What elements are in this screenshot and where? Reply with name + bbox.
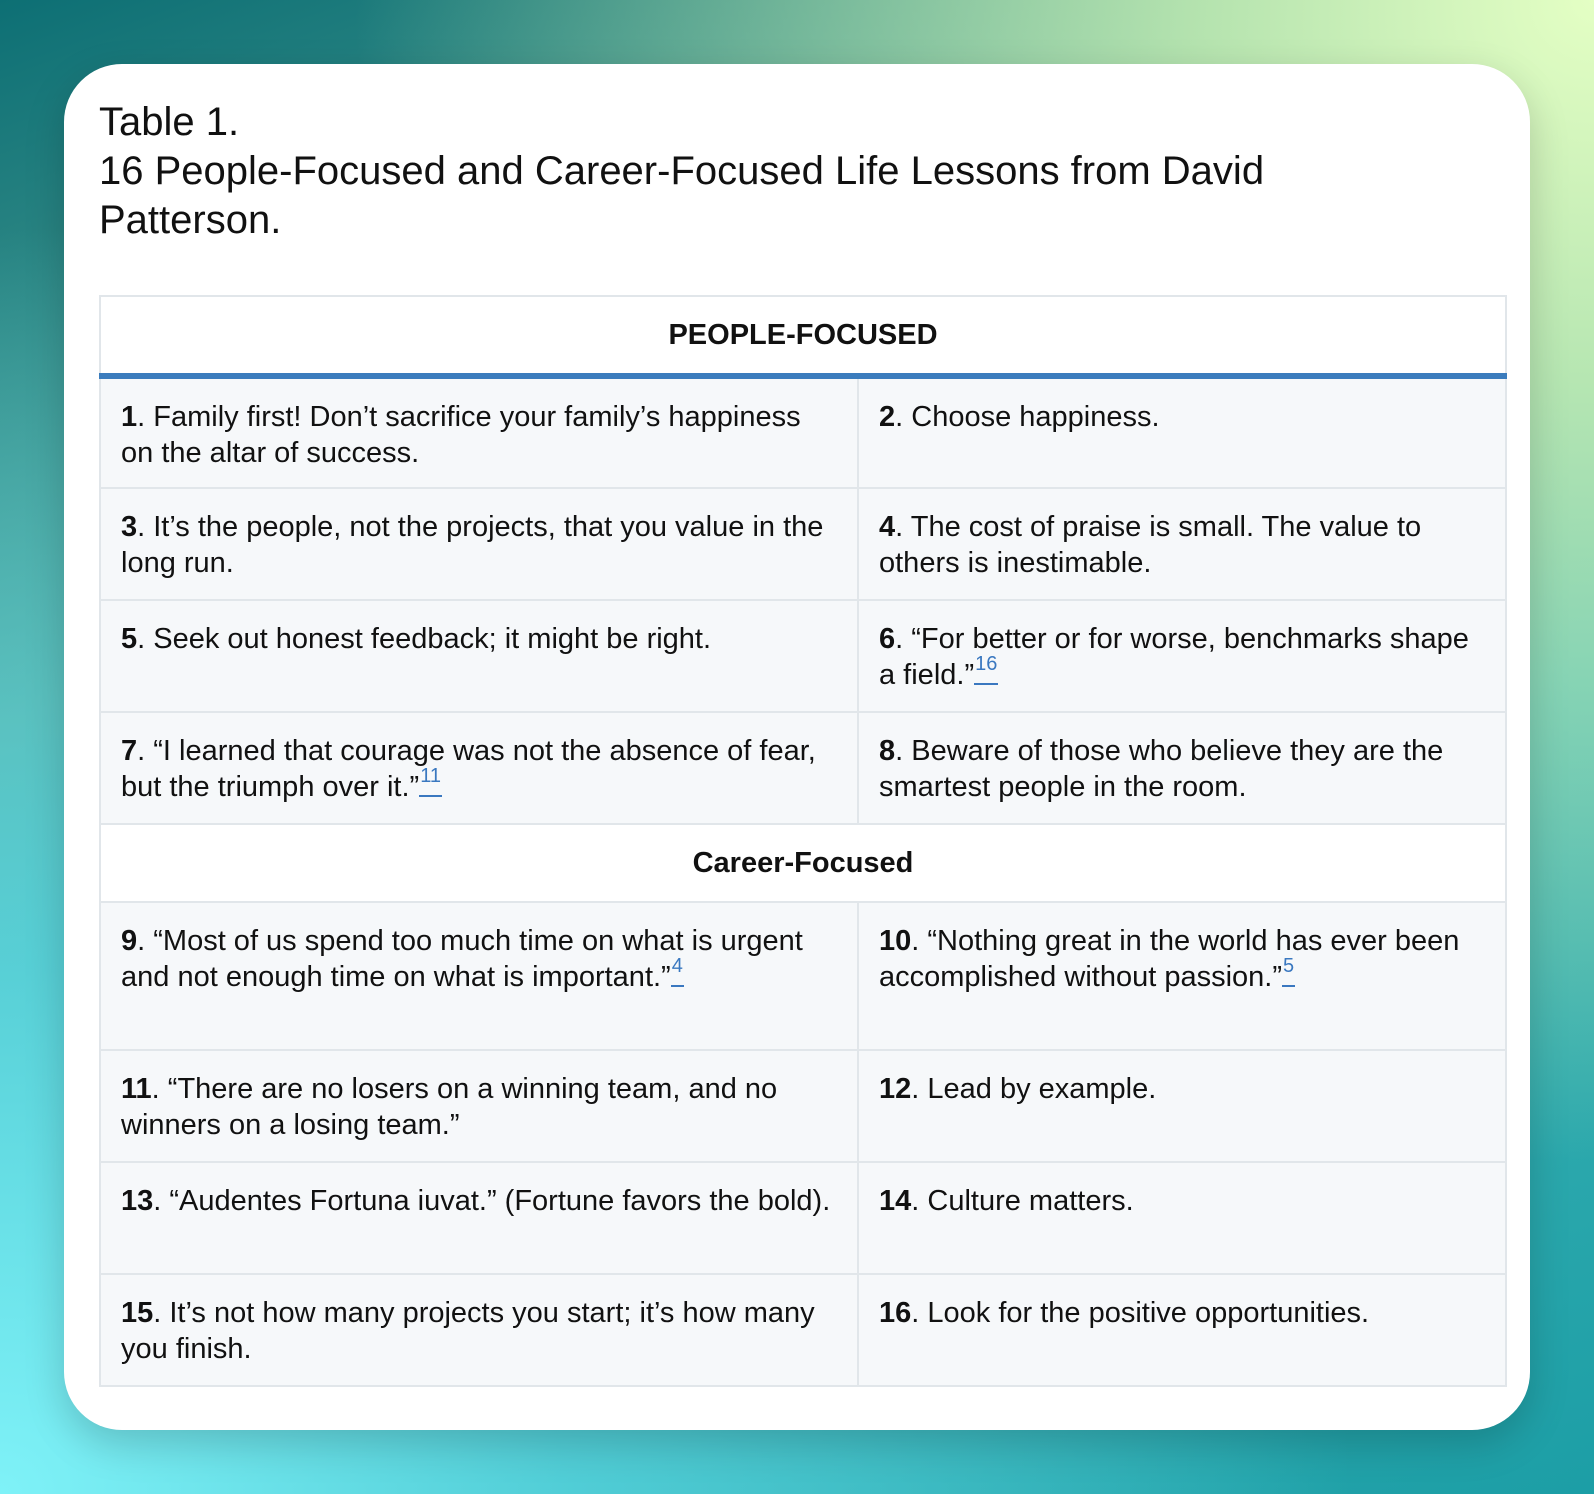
lesson-number: 4 <box>879 511 896 543</box>
lesson-text: . Look for the positive opportunities. <box>911 1297 1370 1329</box>
table-row <box>100 1274 1506 1386</box>
lesson-cell <box>858 488 1506 600</box>
section-heading-career: Career-Focused <box>100 824 1506 902</box>
table-row <box>100 600 1506 712</box>
section-header-row <box>100 296 1506 376</box>
lesson-text: . It’s the people, not the projects, that you value in the long run. <box>121 511 824 579</box>
lesson-number: 12 <box>879 1073 912 1105</box>
table-caption <box>99 98 1389 245</box>
lesson-text: . “I learned that courage was not the absence of fear, but the triumph over it.” <box>121 735 816 803</box>
lesson-cell <box>100 1162 858 1274</box>
lessons-table <box>99 295 1507 1387</box>
lesson-cell <box>100 488 858 600</box>
lesson-text: . Lead by example. <box>911 1073 1157 1105</box>
lesson-text: . “Audentes Fortuna iuvat.” (Fortune favors the bold). <box>153 1185 831 1217</box>
lessons-table-body <box>100 296 1506 1386</box>
lesson-cell <box>858 1050 1506 1162</box>
lesson-number: 6 <box>879 623 896 655</box>
lesson-number: 5 <box>121 623 138 655</box>
lesson-cell <box>100 376 858 488</box>
lesson-cell <box>100 1274 858 1386</box>
table-title: 16 People-Focused and Career-Focused Life Lessons from David Patterson. <box>99 149 1265 242</box>
table-card <box>64 64 1530 1430</box>
lesson-text: . “Nothing great in the world has ever been accomplished without passion.” <box>879 925 1460 993</box>
table-row <box>100 712 1506 824</box>
lesson-text: . Beware of those who believe they are the smartest people in the room. <box>879 735 1444 803</box>
lesson-text: . Family first! Don’t sacrifice your family’s happiness on the altar of success. <box>121 401 801 469</box>
lesson-number: 16 <box>879 1297 912 1329</box>
lesson-text: . It’s not how many projects you start; it’s how many you finish. <box>121 1297 815 1365</box>
table-row <box>100 1050 1506 1162</box>
lesson-text: . “There are no losers on a winning team, and no winners on a losing team.” <box>121 1073 778 1141</box>
table-row <box>100 488 1506 600</box>
reference-link[interactable]: 5 <box>1282 955 1295 987</box>
lesson-number: 10 <box>879 925 912 957</box>
lesson-cell <box>100 1050 858 1162</box>
table-label: Table 1. <box>99 100 240 144</box>
lesson-cell <box>100 902 858 1050</box>
lesson-text: . “Most of us spend too much time on what is urgent and not enough time on what is important.” <box>121 925 803 993</box>
lesson-cell <box>858 1162 1506 1274</box>
lesson-number: 7 <box>121 735 138 767</box>
lesson-cell <box>858 600 1506 712</box>
table-row <box>100 1162 1506 1274</box>
lesson-text: . Seek out honest feedback; it might be right. <box>137 623 712 655</box>
lesson-number: 13 <box>121 1185 154 1217</box>
lesson-number: 15 <box>121 1297 154 1329</box>
table-row <box>100 902 1506 1050</box>
lesson-number: 9 <box>121 925 138 957</box>
lesson-text: . Culture matters. <box>911 1185 1134 1217</box>
lesson-cell <box>858 902 1506 1050</box>
section-heading-people: PEOPLE-FOCUSED <box>100 296 1506 376</box>
lesson-cell <box>100 600 858 712</box>
lesson-cell <box>100 712 858 824</box>
lesson-number: 11 <box>121 1073 152 1105</box>
lesson-text: . The cost of praise is small. The value to others is inestimable. <box>879 511 1422 579</box>
reference-link[interactable]: 4 <box>671 955 684 987</box>
lesson-number: 14 <box>879 1185 912 1217</box>
lesson-cell <box>858 376 1506 488</box>
section-header-row <box>100 824 1506 902</box>
lesson-text: . “For better or for worse, benchmarks shape a field.” <box>879 623 1469 691</box>
lesson-text: . Choose happiness. <box>895 401 1160 433</box>
lesson-cell <box>858 1274 1506 1386</box>
lesson-number: 1 <box>121 401 138 433</box>
lesson-number: 8 <box>879 735 896 767</box>
reference-link[interactable]: 11 <box>419 765 442 797</box>
lesson-cell <box>858 712 1506 824</box>
table-row <box>100 376 1506 488</box>
reference-link[interactable]: 16 <box>974 653 998 685</box>
lesson-number: 3 <box>121 511 138 543</box>
lesson-number: 2 <box>879 401 896 433</box>
